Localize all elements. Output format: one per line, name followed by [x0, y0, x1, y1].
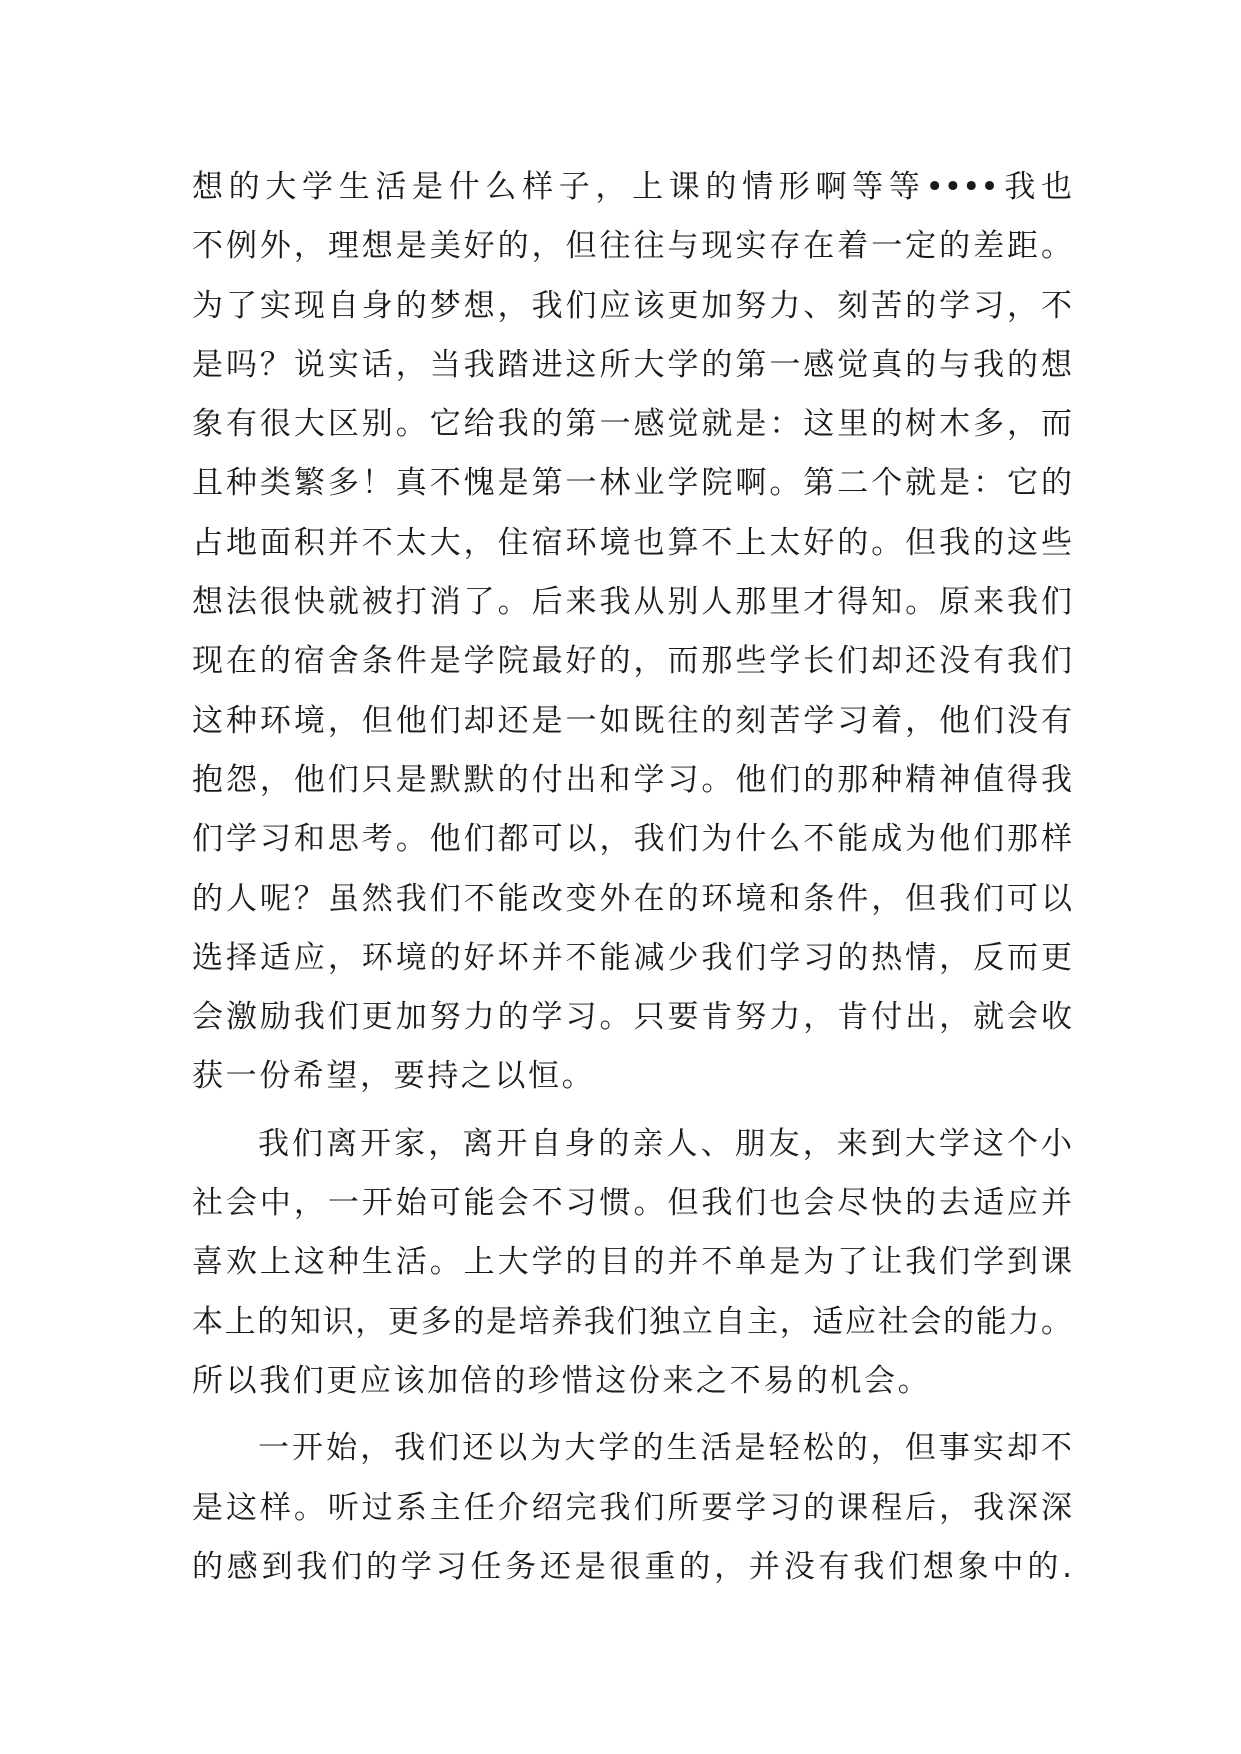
paragraph-gap — [192, 1411, 1072, 1419]
text-line: 想法很快就被打消了。后来我从别人那里才得知。原来我们 — [192, 584, 1072, 621]
paragraph-gap — [192, 1107, 1072, 1115]
text-line: 获一份希望，要持之以恒。 — [192, 1058, 596, 1095]
text-line: 会激励我们更加努力的学习。只要肯努力，肯付出，就会收 — [192, 999, 1072, 1036]
text-line: 现在的宿舍条件是学院最好的，而那些学长们却还没有我们 — [192, 643, 1072, 680]
document-body — [192, 158, 1072, 1597]
text-line: 占地面积并不太大，住宿环境也算不上太好的。但我的这些 — [192, 524, 1072, 561]
paragraph-2 — [192, 1115, 1072, 1411]
text-line: 选择适应，环境的好坏并不能减少我们学习的热情，反而更 — [192, 939, 1072, 976]
paragraph-3 — [192, 1419, 1072, 1597]
text-line: 所以我们更应该加倍的珍惜这份来之不易的机会。 — [192, 1362, 932, 1399]
text-line: 象有很大区别。它给我的第一感觉就是：这里的树木多，而 — [192, 406, 1072, 443]
text-line: 本上的知识，更多的是培养我们独立自主，适应社会的能力。 — [192, 1303, 1072, 1340]
text-line: 的人呢？虽然我们不能改变外在的环境和条件，但我们可以 — [192, 880, 1072, 917]
text-line: 是吗？说实话，当我踏进这所大学的第一感觉真的与我的想 — [192, 346, 1072, 383]
text-line: 的感到我们的学习任务还是很重的，并没有我们想象中的. — [192, 1548, 1072, 1585]
text-line: 这种环境，但他们却还是一如既往的刻苦学习着，他们没有 — [192, 702, 1072, 739]
text-line: 我们离开家，离开自身的亲人、朋友，来到大学这个小 — [258, 1125, 1072, 1162]
text-line: 们学习和思考。他们都可以，我们为什么不能成为他们那样 — [192, 821, 1072, 858]
text-line: 喜欢上这种生活。上大学的目的并不单是为了让我们学到课 — [192, 1244, 1072, 1281]
text-line: 不例外，理想是美好的，但往往与现实存在着一定的差距。 — [192, 228, 1072, 265]
text-line: 社会中，一开始可能会不习惯。但我们也会尽快的去适应并 — [192, 1185, 1072, 1222]
paragraph-1 — [192, 158, 1072, 1107]
text-line: 是这样。听过系主任介绍完我们所要学习的课程后，我深深 — [192, 1489, 1072, 1526]
text-line: 为了实现自身的梦想，我们应该更加努力、刻苦的学习，不 — [192, 287, 1072, 324]
text-line: 且种类繁多！真不愧是第一林业学院啊。第二个就是：它的 — [192, 465, 1072, 502]
text-line: 抱怨，他们只是默默的付出和学习。他们的那种精神值得我 — [192, 761, 1072, 798]
text-line: 一开始，我们还以为大学的生活是轻松的，但事实却不 — [258, 1430, 1072, 1467]
text-line: 想的大学生活是什么样子，上课的情形啊等等••••我也 — [192, 169, 1072, 205]
